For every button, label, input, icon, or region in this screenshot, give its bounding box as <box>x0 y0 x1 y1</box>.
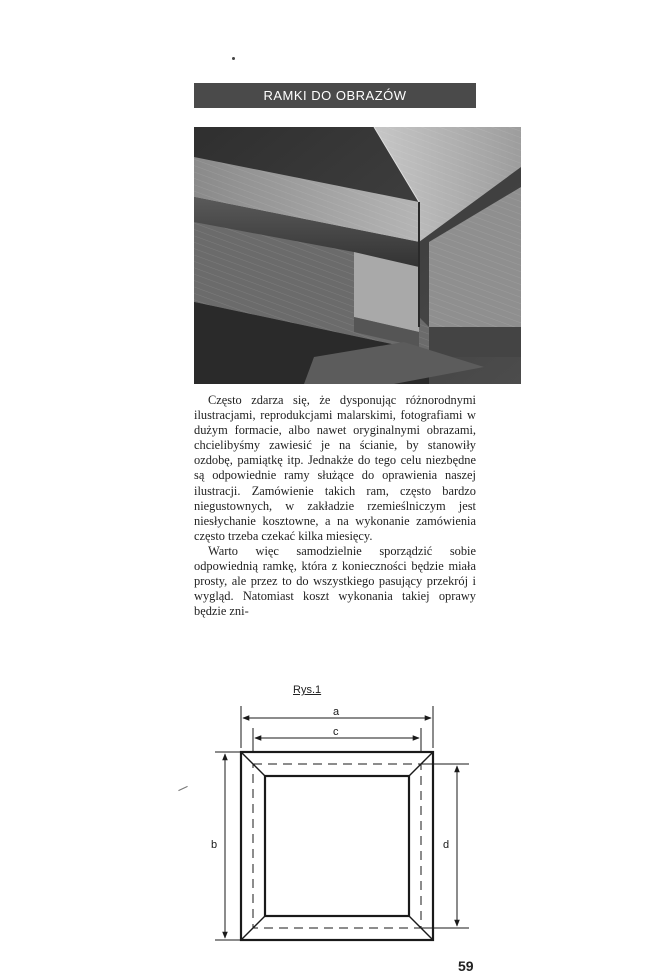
chapter-heading: RAMKI DO OBRAZÓW <box>263 88 407 103</box>
frame-corner-photo <box>194 127 521 384</box>
article-body <box>194 393 476 619</box>
dimension-label-c: c <box>333 726 339 738</box>
scan-speck <box>232 57 235 60</box>
dimension-label-a: a <box>333 706 340 718</box>
scan-mark <box>178 786 187 791</box>
paragraph-1: Często zdarza się, że dysponując różnorodnymi ilustracjami, reprodukcjami malarskimi, fotografiami w dużym formacie, albo nawet oryginalnymi obrazami, chcielibyśmy zawiesić je na ścianie, by stanowiły ozdobę, pamiątkę itp. Jednakże do tego celu niezbędne są odpowiednie ramy służące do oprawienia naszej ilustracji. Zamówienie takich ram, często bardzo niegustownych, w zakładzie rzemieślniczym jest niesłychanie kosztowne, a na wykonanie zamówienia często trzeba czekać kilka miesięcy. <box>194 393 476 543</box>
frame-diagram <box>205 700 475 950</box>
dimension-label-b: b <box>211 839 218 851</box>
dimension-label-d: d <box>443 839 450 851</box>
paragraph-2: Warto więc samodzielnie sporządzić sobie odpowiednią ramkę, która z konieczności będzie miała prosty, ale przez to do wszystkiego pasujący przekrój i wygląd. Natomiast koszt wykonania takiej oprawy będzie zni- <box>194 543 476 619</box>
page-number: 59 <box>458 958 474 974</box>
figure-label: Rys.1 <box>293 684 322 696</box>
chapter-heading-bar <box>194 83 476 108</box>
